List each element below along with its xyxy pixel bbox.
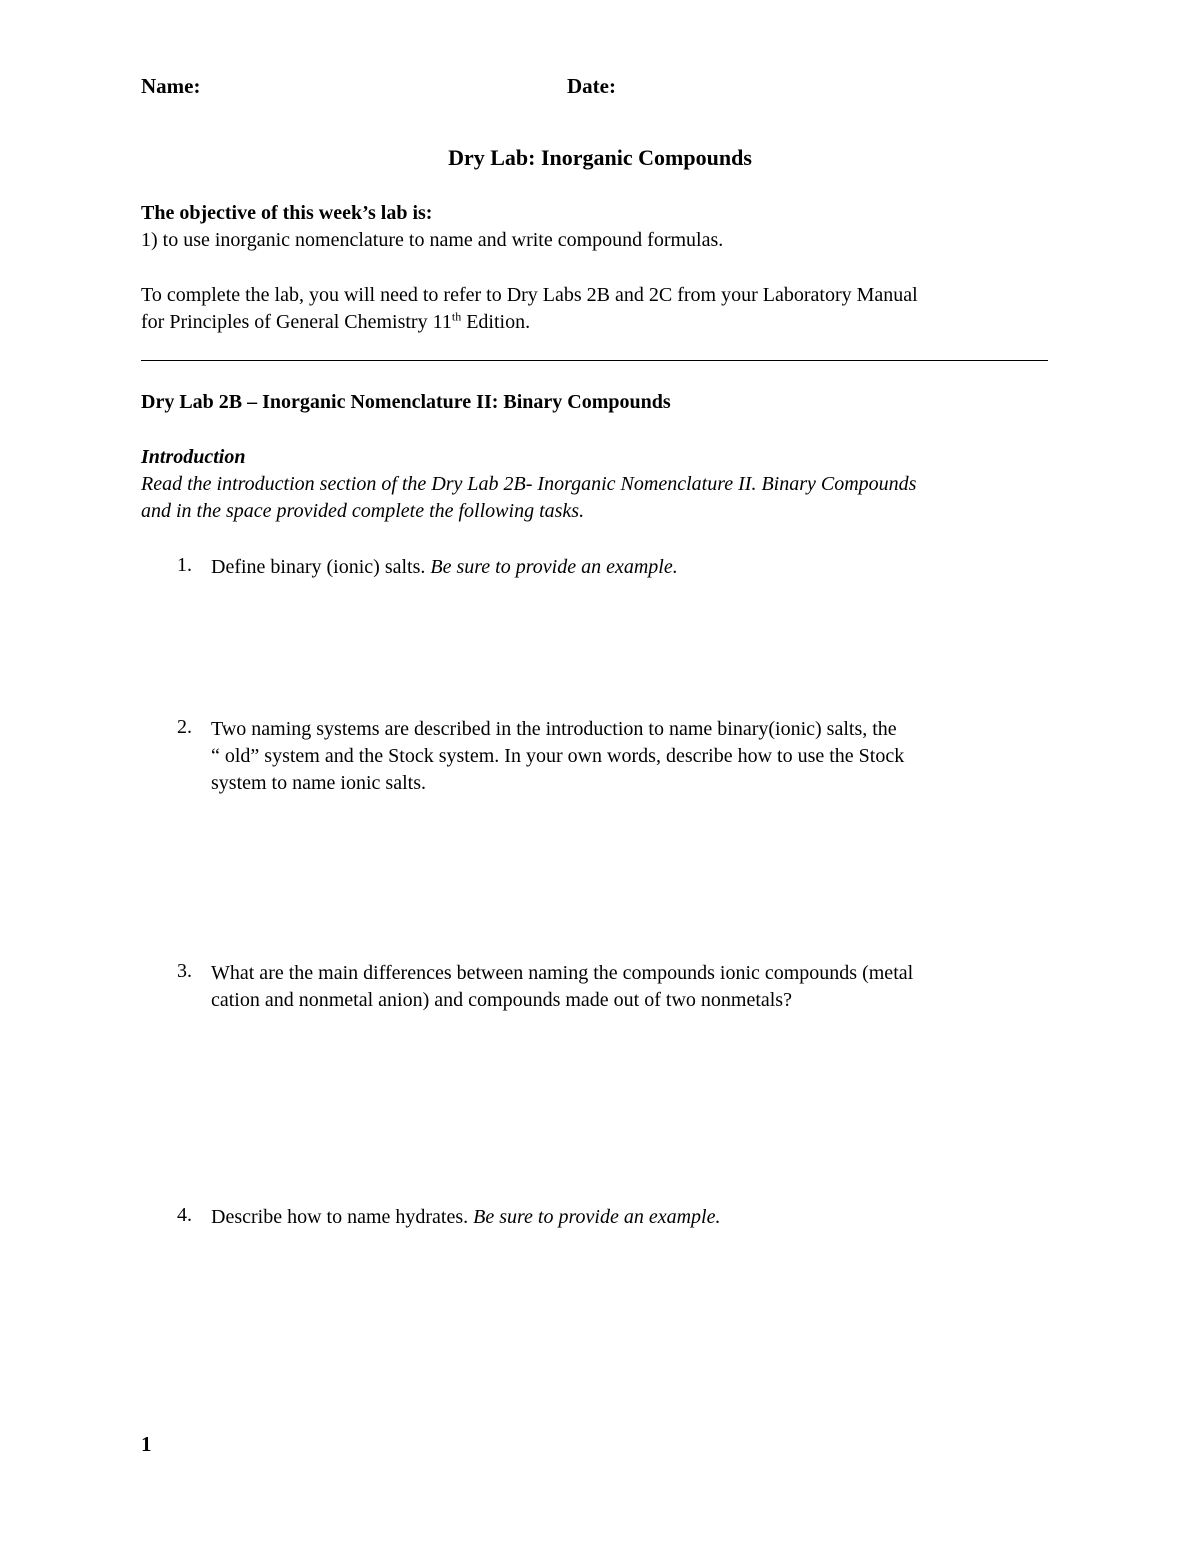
question-number: 4. (177, 1204, 192, 1226)
instructions-line (141, 311, 530, 334)
objective-item: 1) to use inorganic nomenclature to name and write compound formulas. (141, 229, 724, 251)
question-text: cation and nonmetal anion) and compounds made out of two nonmetals? (211, 989, 792, 1011)
question-text: Describe how to name hydrates. (211, 1206, 474, 1228)
question-emphasis: Be sure to provide an example. (430, 556, 678, 578)
date-label: Date: (567, 74, 616, 98)
question-1 (211, 554, 678, 581)
question-text: system to name ionic salts. (211, 772, 426, 794)
section-heading: Dry Lab 2B – Inorganic Nomenclature II: Binary Compounds (141, 391, 671, 413)
name-label: Name: (141, 74, 201, 98)
question-number: 3. (177, 960, 192, 982)
question-number: 2. (177, 716, 192, 738)
instructions-text: for Principles of General Chemistry 11 (141, 311, 452, 333)
instructions-text: Edition. (461, 311, 531, 333)
question-text: What are the main differences between naming the compounds ionic compounds (metal (211, 962, 914, 984)
section-divider (141, 360, 1048, 361)
objective-heading: The objective of this week’s lab is: (141, 202, 433, 224)
question-4 (211, 1204, 720, 1231)
introduction-text: and in the space provided complete the following tasks. (141, 500, 585, 522)
instructions-line: To complete the lab, you will need to refer to Dry Labs 2B and 2C from your Laboratory Manual (141, 284, 918, 306)
page-number: 1 (141, 1432, 152, 1456)
introduction-heading: Introduction (141, 446, 246, 468)
question-3 (211, 960, 913, 1014)
question-text: “ old” system and the Stock system. In your own words, describe how to use the Stock (211, 745, 905, 767)
introduction-text: Read the introduction section of the Dry Lab 2B- Inorganic Nomenclature II. Binary Compounds (141, 473, 917, 495)
question-text: Define binary (ionic) salts. (211, 556, 431, 578)
question-emphasis: Be sure to provide an example. (473, 1206, 721, 1228)
question-2 (211, 716, 904, 797)
question-number: 1. (177, 554, 192, 576)
question-text: Two naming systems are described in the introduction to name binary(ionic) salts, the (211, 718, 897, 740)
page-title: Dry Lab: Inorganic Compounds (448, 145, 752, 170)
ordinal-suffix: th (451, 309, 462, 324)
